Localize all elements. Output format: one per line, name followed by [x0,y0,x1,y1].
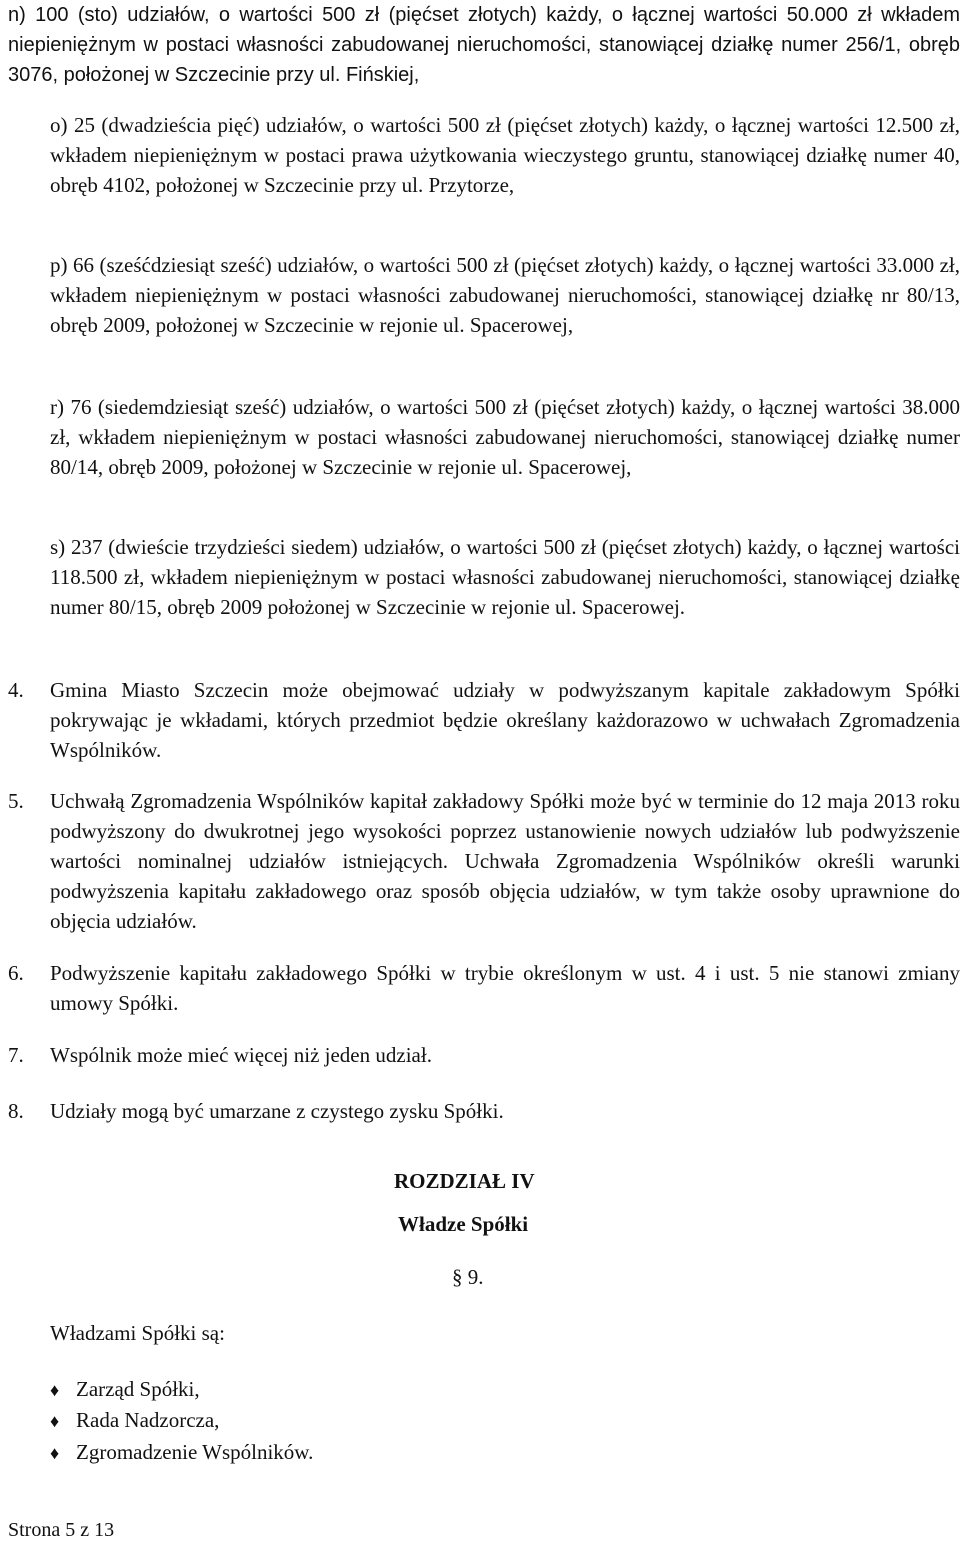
diamond-bullet-icon: ♦ [50,1380,60,1400]
item-text: Gmina Miasto Szczecin może obejmować udziały w podwyższanym kapitale zakładowym Spółki pokrywając je wkładami, których przedmiot będzie określany każdorazowo w uchwałach Zgromadzenia Wspólników. [50,678,960,762]
paragraph-n: n) 100 (sto) udziałów, o wartości 500 zł (pięćset złotych) każdy, o łącznej wartości 50.000 zł wkładem niepieniężnym w postaci własności zabudowanej nieruchomości, stanowiącej działkę numer 256/1, obręb 3076, położonej w Szczecinie przy ul. Fińskiej, [8,4,960,86]
authorities-intro: Władzami Spółki są: [50,1321,225,1345]
item-text: Uchwałą Zgromadzenia Wspólników kapitał zakładowy Spółki może być w terminie do 12 maja 2013 roku podwyższony do dwukrotnej jego wysokości poprzez ustanowienie nowych udziałów lub podwyższenie wartości nominalnej udziałów istniejących. Uchwała Zgromadzenia Wspólników określi warunki podwyższenia kapitału zakładowego oraz sposób objęcia udziałów, w tym także osoby uprawnione do objęcia udziałów. [50,789,960,933]
diamond-bullet-icon: ♦ [50,1411,60,1431]
list-item-text: Rada Nadzorcza, [76,1408,220,1432]
item-number: 7. [8,1043,24,1067]
item-number: 4. [8,678,24,702]
paragraph-r: r) 76 (siedemdziesiąt sześć) udziałów, o wartości 500 zł (pięćset złotych) każdy, o łącznej wartości 38.000 zł, wkładem niepieniężnym w postaci własności zabudowanej nieruchomości, stanowiącej działkę numer 80/14, obręb 2009, położonej w Szczecinie w rejonie ul. Spacerowej, [50,395,960,479]
item-text: Udziały mogą być umarzane z czystego zysku Spółki. [50,1099,504,1123]
page-footer: Strona 5 z 13 [8,1519,115,1541]
chapter-title-text: ROZDZIAŁ IV [394,1169,535,1193]
diamond-bullet-icon: ♦ [50,1443,60,1463]
item-text: Podwyższenie kapitału zakładowego Spółki w trybie określonym w ust. 4 i ust. 5 nie stanowi zmiany umowy Spółki. [50,961,960,1015]
list-item [50,1374,200,1405]
item-number: 8. [8,1099,24,1123]
list-item [50,1437,313,1468]
item-number: 6. [8,961,24,985]
paragraph-p: p) 66 (sześćdziesiąt sześć) udziałów, o wartości 500 zł (pięćset złotych) każdy, o łącznej wartości 33.000 zł, wkładem niepieniężnym w postaci własności zabudowanej nieruchomości, stanowiącej działkę nr 80/13, obręb 2009, położonej w Szczecinie w rejonie ul. Spacerowej, [50,253,960,337]
list-item [50,1405,219,1436]
list-item-text: Zgromadzenie Wspólników. [76,1440,314,1464]
list-item-text: Zarząd Spółki, [76,1377,200,1401]
section-number-text: § 9. [452,1265,484,1289]
chapter-subtitle-text: Władze Spółki [398,1212,529,1236]
paragraph-o: o) 25 (dwadzieścia pięć) udziałów, o wartości 500 zł (pięćset złotych) każdy, o łącznej wartości 12.500 zł, wkładem niepieniężnym w postaci prawa użytkowania wieczystego gruntu, stanowiącej działkę numer 40, obręb 4102, położonej w Szczecinie przy ul. Przytorze, [50,113,960,197]
item-number: 5. [8,789,24,813]
item-text: Wspólnik może mieć więcej niż jeden udział. [50,1043,432,1067]
paragraph-s: s) 237 (dwieście trzydzieści siedem) udziałów, o wartości 500 zł (pięćset złotych) każdy, o łącznej wartości 118.500 zł, wkładem niepieniężnym w postaci własności zabudowanej nieruchomości, stanowiącej działkę numer 80/15, obręb 2009 położonej w Szczecinie w rejonie ul. Spacerowej. [50,535,960,619]
